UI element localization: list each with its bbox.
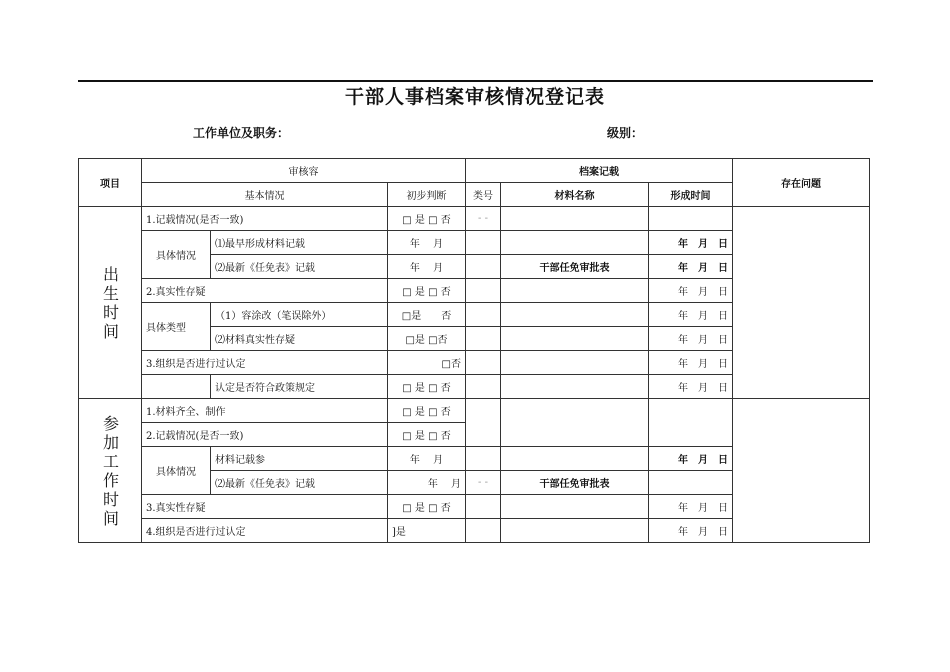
type-no-cell: - - <box>466 207 501 231</box>
material-name-cell <box>501 375 649 399</box>
section-birth-label: 出生时间 <box>79 207 142 399</box>
header-row-1 <box>79 159 870 183</box>
issues-cell <box>733 207 870 399</box>
judgement-cell: □是 □否 <box>388 327 466 351</box>
basic-cell: 2.记载情况(是否一致) <box>142 423 388 447</box>
sub-basic-cell: 认定是否符合政策规定 <box>211 375 388 399</box>
form-time-cell: 年 月 日 <box>649 231 733 255</box>
material-name-cell <box>501 327 649 351</box>
judgement-cell: □ 是 □ 否 <box>388 375 466 399</box>
judgement-cell: □ 是 □ 否 <box>388 399 466 423</box>
type-no-cell <box>466 327 501 351</box>
material-name-cell <box>501 447 649 471</box>
material-name-cell: 干部任免审批表 <box>501 255 649 279</box>
judgement-cell: 年 月 <box>388 447 466 471</box>
type-no-cell <box>466 495 501 519</box>
material-name-cell <box>501 495 649 519</box>
material-name-cell <box>501 303 649 327</box>
unit-position-label: 工作单位及职务： <box>193 126 290 140</box>
form-time-cell: 年 月 日 <box>649 351 733 375</box>
material-name-cell <box>501 351 649 375</box>
material-name-cell <box>501 279 649 303</box>
form-time-cell <box>649 471 733 495</box>
sub-basic-cell: （1）容涂改（笔误除外） <box>211 303 388 327</box>
header-form-time: 形成时间 <box>649 183 733 207</box>
type-no-cell <box>466 231 501 255</box>
kind-label: 具体类型 <box>142 303 211 351</box>
judgement-cell: □ 是 □ 否 <box>388 423 466 447</box>
header-archive: 档案记载 <box>466 159 733 183</box>
header-judgement: 初步判断 <box>388 183 466 207</box>
basic-cell: 1.记载情况(是否一致) <box>142 207 388 231</box>
form-time-cell: 年 月 日 <box>649 519 733 543</box>
header-material-name: 材料名称 <box>501 183 649 207</box>
issues-cell <box>733 399 870 543</box>
judgement-cell: □是 否 <box>388 303 466 327</box>
material-name-cell <box>501 231 649 255</box>
form-time-cell: 年 月 日 <box>649 279 733 303</box>
form-time-cell: 年 月 日 <box>649 375 733 399</box>
header-item: 项目 <box>79 159 142 207</box>
sub-basic-cell: 材料记载参 <box>211 447 388 471</box>
header-basic: 基本情况 <box>142 183 388 207</box>
form-title: 干部人事档案审核情况登记表 <box>344 86 605 108</box>
header-type-no: 类号 <box>466 183 501 207</box>
section-work-label: 参加工作时间 <box>79 399 142 543</box>
form-time-cell: 年 月 日 <box>649 303 733 327</box>
type-no-cell <box>466 303 501 327</box>
basic-cell: 2.真实性存疑 <box>142 279 388 303</box>
judgement-cell: 年 月 <box>388 471 466 495</box>
judgement-cell: 年 月 <box>388 255 466 279</box>
sub-basic-cell: ⑵最新《任免表》记载 <box>211 255 388 279</box>
sub-basic-cell: ⑴最早形成材料记载 <box>211 231 388 255</box>
type-no-cell <box>466 375 501 399</box>
form-time-cell <box>649 207 733 231</box>
material-name-cell <box>501 399 649 447</box>
audit-form-table <box>78 158 870 543</box>
blank-cell <box>142 375 211 399</box>
form-time-cell: 年 月 日 <box>649 447 733 471</box>
judgement-cell: □ 是 □ 否 <box>388 207 466 231</box>
sub-basic-cell: ⑵最新《任免表》记载 <box>211 471 388 495</box>
detail-label: 具体情况 <box>142 447 211 495</box>
table-row <box>79 399 870 423</box>
material-name-cell <box>501 207 649 231</box>
table-row <box>79 207 870 231</box>
material-name-cell: 干部任免审批表 <box>501 471 649 495</box>
header-audit-content: 审核容 <box>142 159 466 183</box>
form-time-cell <box>649 399 733 447</box>
type-no-cell <box>466 399 501 447</box>
judgement-cell: □ 是 □ 否 <box>388 279 466 303</box>
judgement-cell: 年 月 <box>388 231 466 255</box>
basic-cell: 1.材料齐全、制作 <box>142 399 388 423</box>
judgement-cell: □ 是 □ 否 <box>388 495 466 519</box>
sub-basic-cell: ⑵材料真实性存疑 <box>211 327 388 351</box>
material-name-cell <box>501 519 649 543</box>
level-label: 级别： <box>607 126 644 140</box>
type-no-cell: - - <box>466 471 501 495</box>
basic-cell: 4.组织是否进行过认定 <box>142 519 388 543</box>
type-no-cell <box>466 351 501 375</box>
basic-cell: 3.组织是否进行过认定 <box>142 351 388 375</box>
form-time-cell: 年 月 日 <box>649 327 733 351</box>
basic-cell: 3.真实性存疑 <box>142 495 388 519</box>
type-no-cell <box>466 447 501 471</box>
form-time-cell: 年 月 日 <box>649 495 733 519</box>
type-no-cell <box>466 519 501 543</box>
form-time-cell: 年 月 日 <box>649 255 733 279</box>
header-issues: 存在问题 <box>733 159 870 207</box>
judgement-cell: ]是 <box>388 519 466 543</box>
detail-label: 具体情况 <box>142 231 211 279</box>
type-no-cell <box>466 255 501 279</box>
type-no-cell <box>466 279 501 303</box>
judgement-cell: □否 <box>388 351 466 375</box>
